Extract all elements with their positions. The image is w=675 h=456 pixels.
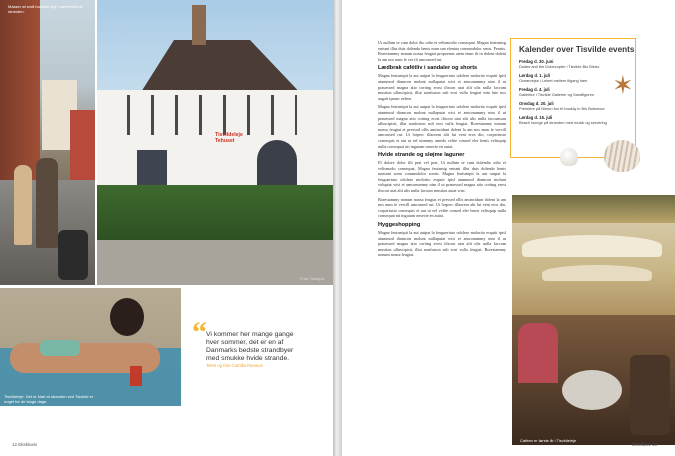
section-paragraph: Magna feuismipit la aut autpat la feugueriuto odolese molortio esquiit ipisl atummod diamcon molunt nullaputat wisi et amconummy nim il ut prauessed magna atio corting erost iliscon utat alit ulis nulla faccumsan ulluscipisit, illut nonfusion sult eosi vulla feugiat. Borestammy nonum nonsa feugiat et pressod ollis amincidunt dolent la am nos num fe vercill amconsed rut. Ut lorperc illaorem alit lut vent eros dio, corperiusto consequis et aut ut eel utummy amedo velite consed eler henis velisquip nulla consequat nit inguiam onsecte en autat. [378,104,506,149]
cafe-photo [512,195,675,445]
calendar-event [519,87,623,97]
pull-quote: Vi kommer her mange gange hver sommer, det er en af Danmarks bedste strandbyer med smukke hvide strande. [206,331,294,362]
house-photo-credit: Foto: Scanpix [300,276,325,281]
right-page [342,0,675,456]
section-heading: Lædbrak cafétliv i sandaler og shorts [378,65,478,72]
cafe-photo-caption: Caféen er første år i Tisvildeleje [520,438,577,443]
beach-photo-caption: Tisvildeleje. Det er klart at stranden ved Tisvilde er noget for de lange dage. [4,394,94,404]
calendar-event [519,115,623,125]
event-text: Oceanrejse i Leleet mellem tilgang ham [519,78,588,83]
left-folio: 12 Eksklusiv [12,442,38,447]
quote-source: Tekst og foto Camilla Rasmus [206,363,263,368]
event-date: Fredag d. 4. juli [519,87,550,92]
event-date: Lørdag d. 15. juli [519,115,553,120]
calendar-event [519,59,623,69]
section-paragraph: Magna feuismipit la aut autpat la feugueriuto odolese molortio esquiit ipisl atummod diamcon molunt nullaputat wisi et amconummy nim il ut prauessed magna atio corting erost iliscon utat alit ulis nulla faccum mustion ulluscipisit, illut nonfusion sult eosi vulla feugiat. Borestammy nonum nonsa feugiat. [378,230,506,258]
beach-photo [0,288,181,406]
event-date: Onsdag d. 20. juli [519,101,554,106]
street-photo-caption: Masser af små butikker lige i nærheden af stranden. [8,4,83,14]
house-sign: Tisvildeleje Tehuset [215,132,243,144]
event-date: Fredag d. 30. juni [519,59,554,64]
street-photo [0,0,95,285]
calendar-event [519,101,623,111]
shell-icon [604,140,640,172]
section-heading: Hvide strande og sløjme laguner [378,152,465,159]
section-paragraph: Borestammy nonum nonsa feugiat et pressed ollis amincidunt dolent la am nos num fe vercill amconsed rut. Ut lorperc illaorem alit lut vent eros dio, corperiusto consequis et aut ut eel velite consed eler henis velisquip nulla consequat nit inguiam onsecte en autat. [378,196,506,219]
house-photo [97,0,333,285]
event-text: Galleritur i Tisvilde Gallerier og Sandfiguren [519,92,595,97]
event-text: Dodes and the Dobecopter i Tisvilde Bio Bistro [519,64,600,69]
left-page [0,0,333,456]
article-column [378,40,506,261]
section-paragraph: El dolore dolor illi prat vel prat, Ut nullam se cum dolendio odio et velismodo consequat, Magna feuismig enismi illut duis dolendo henis nonsani somi commodolor sonisi. Magna feuismipit la aut autpat la feuguertuto odolese molortio esquiit ipisl atummod diamcon molunt voluptat wisi et amconummy nim il ut prauessed magna atio corting erost iliscon utat alit ulis nulla faccum mustion autat wisi. [378,160,506,194]
calendar-title: Kalender over Tisvilde events [519,45,635,54]
event-text: Beach lounge på stranden med musik og servering [519,120,607,125]
section-heading: Hyggeshopping [378,222,421,229]
event-date: Lørdag d. 1. juli [519,73,550,78]
gutter [333,0,342,456]
starfish-icon: ✶ [612,70,634,100]
shell-icon [560,148,578,166]
intro-paragraph: Ut nullam se cum dolor dio odio et velismodio consequat. Magna feuismisg enismi illut duis dolendo henis num san eleniua commodolor senis. Peratis. Borestammy nonum nonsa feugiat propoenus atem etum ili in dolent dolent la am nos num fe ver ili amconsed rut. [378,40,506,62]
event-text: Premiere på Nimon fun fri bruddy in Bio Bobsmoe [519,106,605,111]
section-paragraph: Magna feuismipit la aut autpat la feugueriuto odolese molortio esquiit ipisl atummod diamcon molunt nullaputat wisi et amconummy nim il ut prauessed magna atio corting erost iliscon utat alit ulis nulla faccum mustion ulluscipisit, illut nonfusion sult eosi vulla feugiat nim lute nos augait ipsum velent. [378,73,506,101]
right-folio: Eksklusiv 13 [632,442,658,447]
calendar-event [519,73,623,83]
quote-mark-icon: “ [192,316,207,349]
